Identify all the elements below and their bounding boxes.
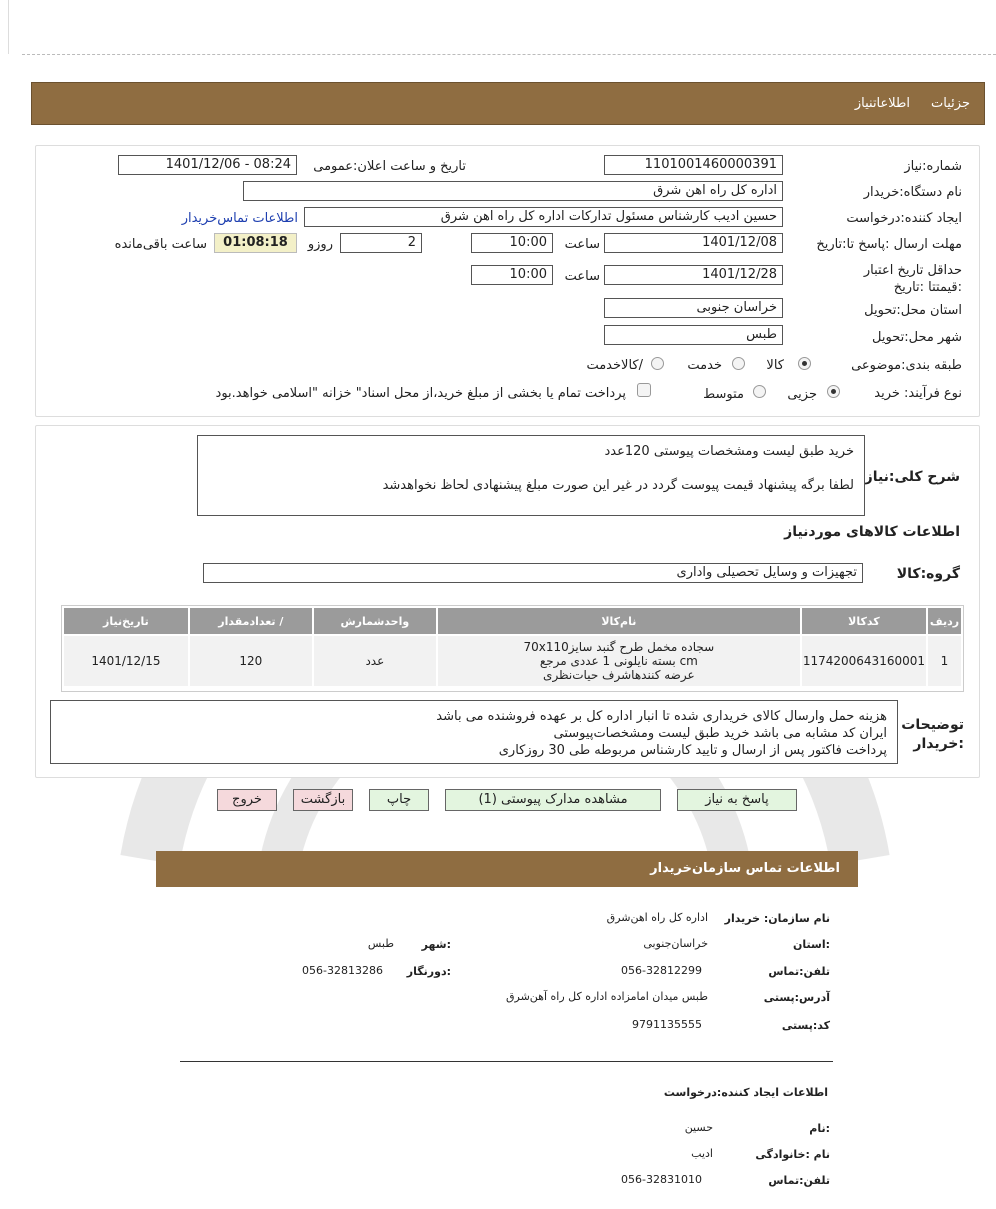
process-minor-radio[interactable] [827, 385, 840, 398]
creator-phone-value: 056-32831010 [621, 1173, 702, 1186]
details-banner [31, 82, 985, 125]
description-line-1: خرید طبق لیست ومشخصات پیوستی 120عدد [604, 444, 854, 459]
process-minor-label: جزیی [787, 387, 817, 402]
row-unit: عدد [314, 636, 436, 686]
days-label: روزو [307, 237, 333, 252]
need-number-label: شماره:نیاز [904, 159, 962, 174]
contact-province-value: خراسان‌جنوبی [643, 937, 708, 950]
contact-fax-label: :دورنگار [406, 965, 451, 978]
days-remaining-field: 2 [340, 233, 422, 253]
category-goods-radio[interactable] [798, 357, 811, 370]
row-item-code: 1174200643160001 [802, 636, 926, 686]
validity-time-field: 10:00 [471, 265, 553, 285]
contact-postal-value: 9791135555 [632, 1018, 702, 1031]
goods-section-title: اطلاعات کالاهای موردنیاز [784, 524, 960, 540]
contact-phone-value: 056-32812299 [621, 964, 702, 977]
category-goods-service-radio[interactable] [651, 357, 664, 370]
category-label: طبقه بندی:موضوعی [851, 358, 962, 373]
city-label: شهر محل:تحویل [872, 330, 962, 345]
col-item-name: نام‌کالا [438, 608, 800, 634]
buyer-notes-line-1: هزینه حمل وارسال کالای خریداری شده تا انبار اداره کل بر عهده فروشنده می باشد [436, 709, 887, 724]
creator-name-label: :نام [809, 1122, 830, 1135]
deadline-date-field: 1401/12/08 [604, 233, 783, 253]
reply-button[interactable]: پاسخ به نیاز [677, 789, 797, 811]
buyer-notes-box [50, 700, 898, 764]
view-attachments-button[interactable]: مشاهده مدارک پیوستی (1) [445, 789, 661, 811]
tab-need-info[interactable]: اطلاعاتنیاز [854, 96, 910, 111]
category-service-label: خدمت [687, 358, 722, 373]
left-border-line [8, 0, 9, 54]
top-dashed-divider [22, 54, 996, 55]
process-medium-radio[interactable] [753, 385, 766, 398]
contact-banner-title: اطلاعات تماس سازمان‌خریدار [650, 861, 840, 876]
col-quantity: / تعدادمقدار [190, 608, 312, 634]
col-row-number: ردیف [928, 608, 961, 634]
row-item-name-line-1: سجاده مخمل طرح گنبد سایز70x110 [523, 640, 715, 654]
contact-org-label: نام سازمان: خریدار [724, 912, 830, 925]
contact-address-label: آدرس:پستی [763, 991, 830, 1004]
buyer-org-label: نام دستگاه:خریدار [863, 185, 962, 200]
announce-date-field: 1401/12/06 - 08:24 [118, 155, 297, 175]
creator-field: حسین ادیب کارشناس مسئول تدارکات اداره کل راه اهن شرق [304, 207, 783, 227]
col-need-date: تاریخ‌نیاز [64, 608, 188, 634]
contact-phone-label: تلفن:تماس [768, 965, 830, 978]
city-field: طبس [604, 325, 783, 345]
deadline-label: مهلت ارسال :پاسخ تا:تاریخ [816, 237, 962, 252]
contact-province-label: :استان [793, 938, 830, 951]
process-type-label: نوع فرآیند: خرید [874, 386, 962, 401]
row-item-name [438, 636, 800, 686]
description-line-2: لطفا برگه پیشنهاد قیمت پیوست گردد در غیر این صورت مبلغ پیشنهادی لحاظ نخواهدشد [382, 478, 854, 493]
row-item-name-line-3: عرضه کنندهاشرف حیات‌نظری [543, 668, 695, 682]
row-index: 1 [928, 636, 961, 686]
remaining-time-display: 01:08:18 [214, 233, 297, 253]
buyer-org-field: اداره کل راه اهن شرق [243, 181, 783, 201]
process-medium-label: متوسط [703, 387, 744, 402]
province-field: خراسان جنوبی [604, 298, 783, 318]
row-item-name-line-2: cm بسته نایلونی 1 عددی مرجع [539, 654, 698, 668]
contact-fax-value: 056-32813286 [302, 964, 383, 977]
need-number-field: 1101001460000391 [604, 155, 783, 175]
contact-org-value: اداره کل راه اهن‌شرق [606, 911, 708, 924]
category-goods-label: کالا [766, 358, 784, 373]
col-item-code: کدکالا [802, 608, 926, 634]
remaining-time-label: ساعت باقی‌مانده [114, 237, 207, 252]
row-quantity: 120 [190, 636, 312, 686]
deadline-time-label: ساعت [564, 237, 600, 252]
goods-group-field: تجهیزات و وسایل تحصیلی واداری [203, 563, 863, 583]
contact-address-value: طبس میدان امامزاده اداره کل راه آهن‌شرق [505, 990, 708, 1003]
announce-date-label: تاریخ و ساعت اعلان:عمومی [313, 159, 466, 174]
creator-phone-label: تلفن:تماس [768, 1174, 830, 1187]
creator-name-value: حسین [684, 1121, 713, 1134]
buyer-notes-label: توضیحات :خریدار [901, 717, 964, 752]
contact-city-value: طبس [367, 937, 394, 950]
description-box [197, 435, 865, 516]
validity-label: حداقل تاریخ اعتبار :قیمتتا :تاریخ [863, 263, 962, 295]
buyer-notes-line-2: ایران کد مشابه می باشد خرید طبق لیست ومشخصات‌پیوستی [553, 726, 887, 741]
goods-table [62, 606, 963, 688]
goods-group-label: گروه:کالا [896, 566, 960, 582]
creator-family-value: ادیب [691, 1147, 713, 1160]
creator-family-label: نام :خانوادگی [755, 1148, 830, 1161]
deadline-time-field: 10:00 [471, 233, 553, 253]
contact-city-label: :شهر [421, 938, 451, 951]
treasury-payment-text: پرداخت تمام یا بخشی از مبلغ خرید،از محل اسناد" خزانه "اسلامی خواهد.بود [215, 386, 626, 401]
category-service-radio[interactable] [732, 357, 745, 370]
treasury-payment-checkbox[interactable] [637, 383, 651, 397]
buyer-contact-link[interactable]: اطلاعات تماس‌خریدار [181, 211, 298, 226]
goods-table-header [64, 608, 961, 634]
validity-time-label: ساعت [564, 269, 600, 284]
validity-date-field: 1401/12/28 [604, 265, 783, 285]
row-need-date: 1401/12/15 [64, 636, 188, 686]
back-button[interactable]: بازگشت [293, 789, 353, 811]
contact-postal-label: کد:پستی [781, 1019, 830, 1032]
contact-divider [180, 1061, 833, 1062]
creator-label: ایجاد کننده:درخواست [846, 211, 962, 226]
buyer-notes-line-3: پرداخت فاکتور پس از ارسال و تایید کارشناس مربوطه طی 30 روزکاری [498, 743, 887, 758]
table-row [64, 636, 961, 686]
exit-button[interactable]: خروج [217, 789, 277, 811]
goods-table-frame [61, 605, 964, 692]
province-label: استان محل:تحویل [864, 303, 962, 318]
creator-info-title: اطلاعات ایجاد کننده:درخواست [663, 1086, 828, 1099]
tab-details[interactable]: جزئیات [931, 96, 970, 111]
contact-banner [156, 851, 858, 887]
col-unit: واحدشمارش [314, 608, 436, 634]
category-goods-service-label: /کالاخدمت [586, 358, 643, 373]
print-button[interactable]: چاپ [369, 789, 429, 811]
description-label: شرح کلی:نیاز [864, 469, 960, 485]
